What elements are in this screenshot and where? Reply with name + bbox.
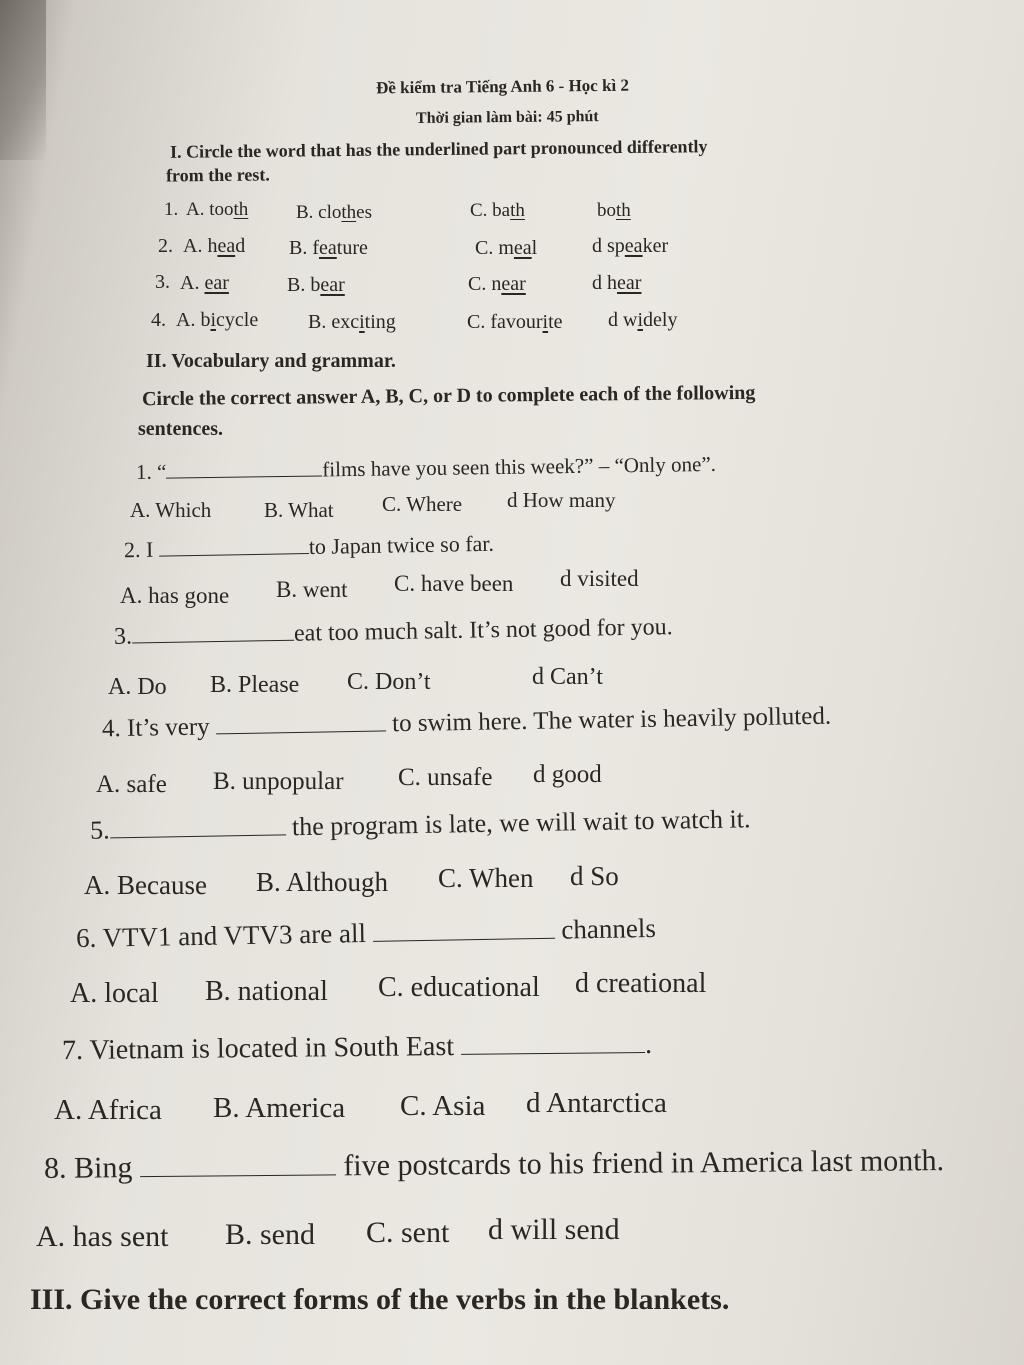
option-d: d visited [560,566,639,591]
option-a: A. local [70,978,159,1009]
option-c: C. Asia [400,1090,486,1122]
pron-option-d: d hear [592,272,642,294]
pron-option-b: B. feature [289,237,368,259]
pron-option-b: B. clothes [296,202,372,223]
section2-instruction-cont: sentences. [138,418,223,440]
section2-heading: II. Vocabulary and grammar. [146,350,396,372]
question-3: 3. eat too much salt. It’s not good for you. [113,614,673,650]
option-b: B. national [205,976,328,1007]
option-d: d Can’t [532,664,603,690]
section3-heading: III. Give the correct forms of the verbs in the blankets. [30,1283,730,1316]
option-c: C. Where [382,492,463,516]
option-d: d So [570,861,619,891]
question-2: 2. I to Japan twice so far. [123,530,495,563]
option-a: A. has sent [36,1220,169,1253]
pron-number: 4. [151,309,166,331]
pron-option-c: C. near [468,273,526,295]
exam-time: Thời gian làm bài: 45 phút [415,108,599,127]
question-5: 5. the program is late, we will wait to watch it. [89,804,751,845]
option-b: B. unpopular [213,768,344,795]
question-1: 1. “ films have you seen this week?” – “Only one”. [135,451,717,485]
option-c: C. sent [366,1216,450,1249]
pron-option-d: d speaker [592,235,669,257]
option-d: d good [533,761,602,788]
option-b: B. Please [210,672,300,698]
option-c: C. When [438,863,534,893]
pron-option-b: B. bear [287,274,345,296]
section1-heading-cont: from the rest. [165,164,270,186]
pron-option-c: C. meal [475,237,538,259]
pron-option-a: A. tooth [186,199,249,220]
pron-number: 2. [158,235,173,257]
pron-option-b: B. exciting [308,311,396,333]
option-b: B. went [276,577,348,602]
question-7: 7. Vietnam is located in South East . [61,1028,653,1067]
option-a: A. has gone [120,583,230,608]
option-d: d Antarctica [526,1087,667,1119]
option-c: C. have been [394,571,514,596]
option-b: B. send [225,1218,315,1251]
option-b: B. What [264,498,334,522]
option-b: B. America [213,1092,346,1124]
paper-shadow [0,0,46,160]
pron-option-d: both [597,200,631,221]
question-4: 4. It’s very to swim here. The water is heavily polluted. [101,702,832,743]
question-6: 6. VTV1 and VTV3 are all channels [75,912,657,954]
option-a: A. Which [130,498,212,522]
section2-instruction: Circle the correct answer A, B, C, or D to complete each of the following [141,381,756,411]
pron-option-a: A. head [183,235,246,257]
option-a: A. Africa [54,1094,162,1126]
pron-option-a: A. bicycle [176,309,259,331]
option-d: d How many [507,488,616,512]
option-b: B. Although [256,867,389,897]
option-d: d creational [575,968,707,999]
option-a: A. Do [108,674,167,700]
option-c: C. unsafe [398,764,493,791]
pron-number: 1. [164,199,179,220]
option-c: C. Don’t [347,669,431,695]
option-c: C. educational [378,972,540,1003]
question-8: 8. Bing five postcards to his friend in America last month. [43,1144,945,1185]
pron-option-d: d widely [608,309,678,331]
option-a: A. safe [96,771,167,798]
pron-number: 3. [155,271,170,293]
section1-heading: I. Circle the word that has the underlined part pronounced differently [169,136,708,162]
option-d: d will send [488,1213,620,1246]
exam-title: Đề kiểm tra Tiếng Anh 6 - Học kì 2 [375,75,630,98]
pron-option-a: A. ear [180,272,229,294]
option-a: A. Because [84,870,207,900]
pron-option-c: C. favourite [467,311,563,333]
pron-option-c: C. bath [470,200,525,221]
